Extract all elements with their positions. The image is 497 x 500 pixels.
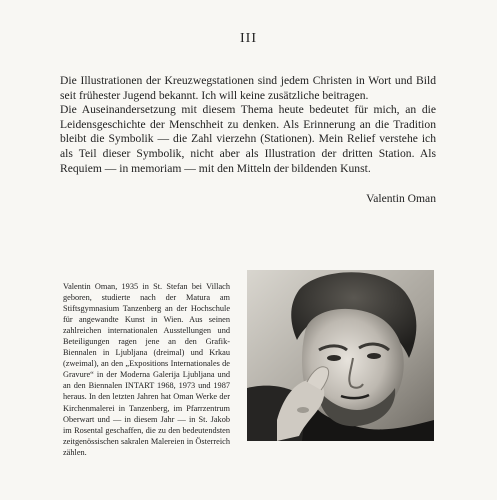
portrait-image (247, 270, 434, 441)
statement-paragraph-1: Die Illustrationen der Kreuzwegstationen sind jedem Christen in Wort und Bild seit frühester Jugend bekannt. Ich will keine zusätzliche beitragen. (60, 74, 436, 102)
portrait-photo (247, 270, 434, 441)
page-number: III (240, 31, 257, 46)
statement-text (60, 74, 436, 176)
statement-paragraph-2: Die Auseinandersetzung mit diesem Thema heute bedeutet für mich, an die Leidensgeschichte der Menschheit zu denken. Als Erinnerung an die Tradition bleibt die Symbolik — die Zahl vierzehn (Stationen). Mein Relief verstehe ich als Teil dieser Symbolik, nicht aber als Illustration der dritten Station. Als Requiem — in memoriam — mit den Mitteln der bildenden Kunst. (60, 103, 436, 175)
biography-paragraph: Valentin Oman, 1935 in St. Stefan bei Villach geboren, studierte nach der Matura am Stiftsgymnasium Tanzenberg an der Hochschule für angewandte Kunst in Wien. Aus seinen zahlreichen internationalen Ausstellungen und Beteiligungen ragen jene an den Grafik-Biennalen in Ljubljana (dreimal) und Krkau (zweimal), an den „Expositions Internationales de Gravure“ in der Moderna Galerija Ljubljana und an den Biennalen INTART 1968, 1973 und 1987 heraus. In den letzten Jahren hat Oman Werke der Kirchenmalerei in Tanzenberg, im Pfarrzentrum Oberwart und — in diesem Jahr — in St. Jakob im Rosental geschaffen, die zu den bedeutendsten zeitgenössischen sakralen Malereien in Österreich zählen. (63, 282, 230, 457)
signature: Valentin Oman (366, 192, 436, 205)
biography (63, 281, 230, 458)
